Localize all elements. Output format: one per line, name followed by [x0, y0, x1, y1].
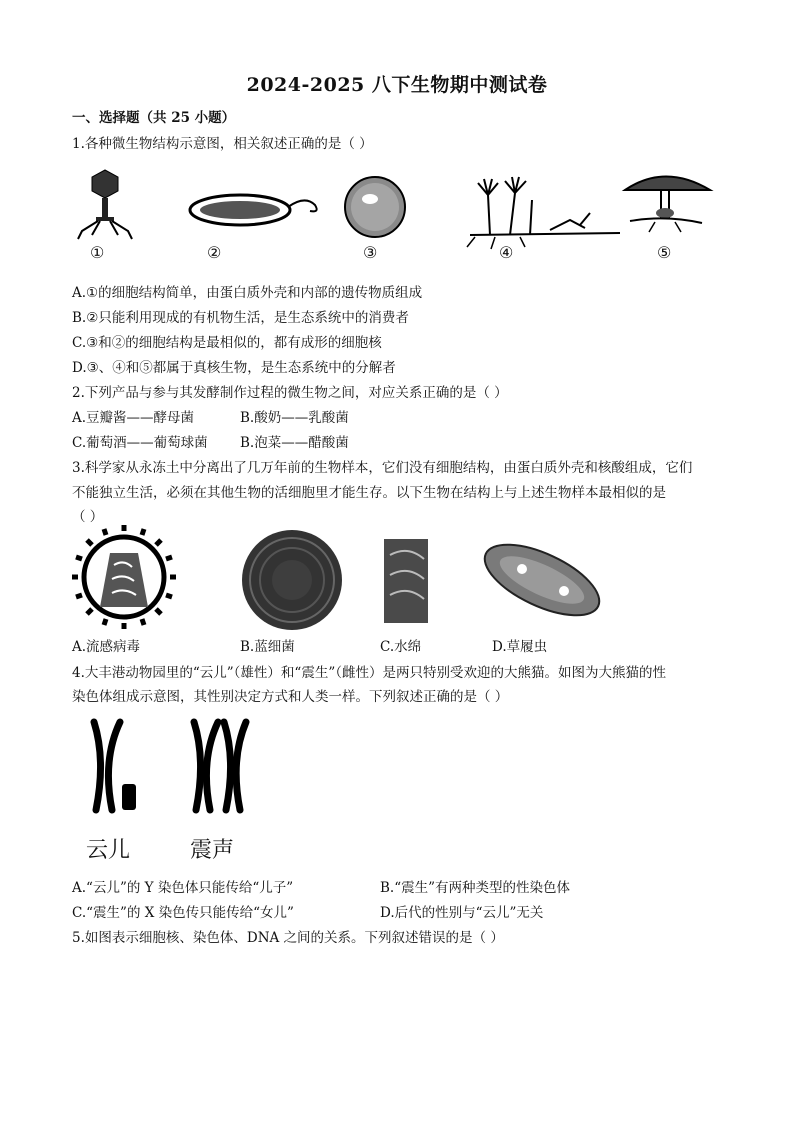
paramecium-illustration [475, 530, 609, 630]
q4-chromosome-figure [72, 718, 252, 818]
q1-figure-label-2: ② [207, 243, 222, 262]
yuner-chromosomes [94, 722, 136, 810]
q1-microbe-figure [70, 165, 730, 265]
q1-option-a: A.①的细胞结构简单，由蛋白质外壳和内部的遗传物质组成 [72, 285, 423, 301]
q3-stem-line-2: 不能独立生活，必须在其他生物的活细胞里才能生存。以下生物在结构上与上述生物样本最相似的是 [72, 485, 666, 501]
q3-option-d: D.草履虫 [492, 639, 548, 655]
q1-figure-label-4: ④ [499, 243, 514, 262]
q2-option-3: C.葡萄酒——葡萄球菌 [72, 435, 208, 451]
exam-title: 2024-2025 八下生物期中测试卷 [246, 74, 548, 96]
q1-figure-label-5: ⑤ [657, 243, 672, 262]
q4-label-yuner: 云儿 [86, 838, 131, 863]
q3-option-b: B.蓝细菌 [240, 639, 295, 655]
q1-option-c: C.③和②的细胞结构是最相似的，都有成形的细胞核 [72, 335, 382, 351]
q2-option-4: B.泡菜——醋酸菌 [240, 435, 349, 451]
q4-option-c: C.“震生”的 X 染色传只能传给“女儿” [72, 905, 294, 921]
q2-stem: 2.下列产品与参与其发酵制作过程的微生物之间，对应关系正确的是（ ） [72, 385, 508, 401]
q3-organism-figure [72, 525, 632, 630]
zhensheng-chromosomes [194, 722, 246, 810]
q1-figure-label-1: ① [90, 243, 105, 262]
spirogyra-illustration [384, 539, 428, 623]
q4-stem-line-2: 染色体组成示意图，其性别决定方式和人类一样。下列叙述正确的是（ ） [72, 689, 509, 705]
q3-option-c: C.水绵 [380, 639, 422, 655]
q2-option-2: B.酸奶——乳酸菌 [240, 410, 349, 426]
q4-label-zhensheng: 震声 [190, 838, 235, 863]
q2-option-1: A.豆瓣酱——酵母菌 [72, 410, 195, 426]
q1-option-d: D.③、④和⑤都属于真核生物，是生态系统中的分解者 [72, 360, 396, 376]
yeast-cell-illustration [345, 177, 405, 237]
q4-stem-line-1: 4.大丰港动物园里的“云儿”（雄性）和“震生”（雌性）是两只特别受欢迎的大熊猫。如图为大熊猫的性 [72, 665, 666, 681]
q3-stem-line-1: 3.科学家从永冻土中分离出了几万年前的生物样本，它们没有细胞结构，由蛋白质外壳和核酸组成，它们 [72, 460, 693, 476]
cyanobacteria-illustration [242, 530, 342, 630]
q4-option-d: D.后代的性别与“云儿”无关 [380, 905, 544, 921]
q4-option-b: B.“震生”有两种类型的性染色体 [380, 880, 571, 896]
q3-stem-line-3: （ ） [72, 509, 104, 525]
q5-stem: 5.如图表示细胞核、染色体、DNA 之间的关系。下列叙述错误的是（ ） [72, 930, 504, 946]
q4-option-a: A.“云儿”的 Y 染色体只能传给“儿子” [72, 880, 294, 896]
bacteriophage-illustration [78, 170, 132, 239]
influenza-virus-illustration [72, 525, 176, 629]
mold-illustration [467, 177, 620, 249]
bacterium-illustration [190, 195, 317, 225]
q1-figure-label-3: ③ [363, 243, 378, 262]
mushroom-illustration [625, 177, 710, 233]
section-heading: 一、选择题（共 25 小题） [72, 110, 236, 126]
q1-option-b: B.②只能利用现成的有机物生活，是生态系统中的消费者 [72, 310, 409, 326]
q1-stem: 1.各种微生物结构示意图，相关叙述正确的是（ ） [72, 136, 373, 152]
q3-option-a: A.流感病毒 [72, 639, 141, 655]
